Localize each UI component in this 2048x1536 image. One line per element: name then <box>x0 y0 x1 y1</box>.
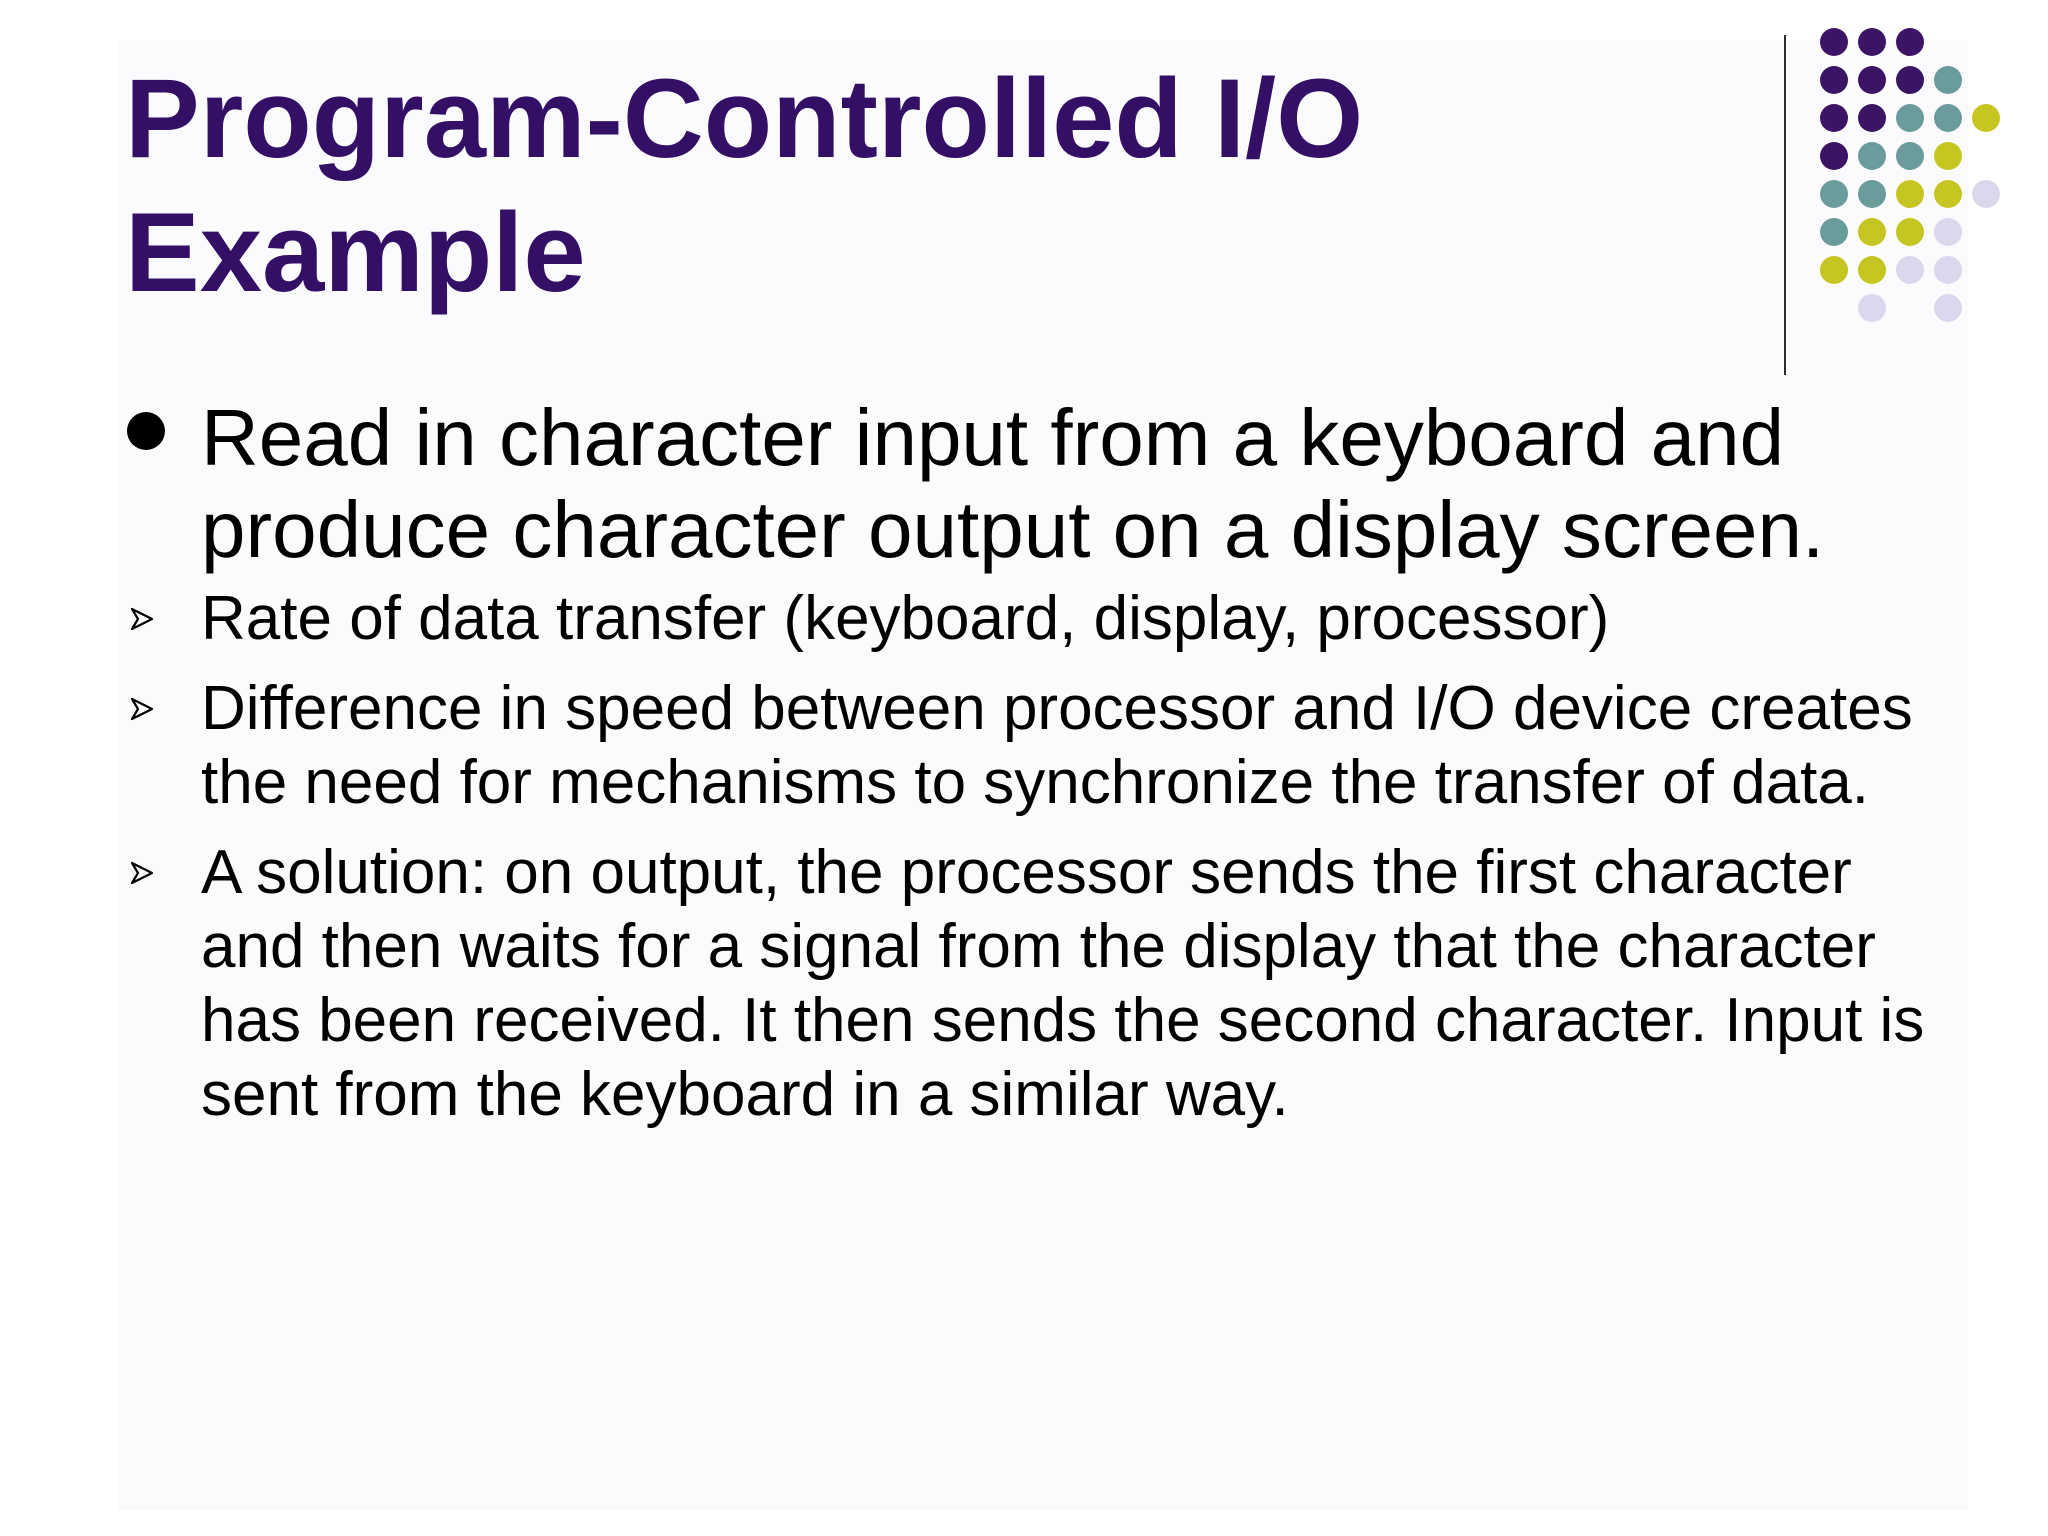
decorative-dot <box>1820 218 1848 246</box>
slide-title-line-2: Example <box>125 190 586 315</box>
decorative-dot <box>1820 256 1848 284</box>
sub-bullet-item-rate <box>125 582 1925 656</box>
arrowhead-bullet-icon <box>129 860 155 886</box>
decorative-dot <box>1934 142 1962 170</box>
sub-bullet-item-solution <box>125 836 1925 1132</box>
decorative-dot <box>1858 256 1886 284</box>
decorative-dot <box>1896 180 1924 208</box>
decorative-dot <box>1896 28 1924 56</box>
decorative-dot <box>1972 104 2000 132</box>
decorative-dot <box>1820 66 1848 94</box>
decorative-dot <box>1896 66 1924 94</box>
sub-bullet-text: Rate of data transfer (keyboard, display, processor) <box>201 584 1610 653</box>
decorative-dot <box>1896 218 1924 246</box>
decorative-dot <box>1896 142 1924 170</box>
decorative-dot <box>1820 28 1848 56</box>
decorative-dot <box>1858 218 1886 246</box>
decorative-dot <box>1934 218 1962 246</box>
bullet-list <box>125 392 1925 1148</box>
bullet-item-main <box>125 392 1925 576</box>
vertical-divider-line <box>1784 35 1786 375</box>
decorative-dot <box>1934 180 1962 208</box>
decorative-dot <box>1896 256 1924 284</box>
slide-title-line-1: Program-Controlled I/O <box>125 56 1364 181</box>
decorative-dot <box>1858 180 1886 208</box>
decorative-dot <box>1858 104 1886 132</box>
decorative-dot <box>1820 142 1848 170</box>
decorative-dot <box>1972 180 2000 208</box>
decorative-dot <box>1934 66 1962 94</box>
decorative-dot <box>1934 256 1962 284</box>
bullet-text: Read in character input from a keyboard and produce character output on a display screen. <box>201 393 1825 574</box>
decorative-dot <box>1820 104 1848 132</box>
decorative-dot-grid <box>1820 28 2020 338</box>
decorative-dot <box>1820 180 1848 208</box>
round-bullet-icon <box>127 412 165 450</box>
decorative-dot <box>1858 294 1886 322</box>
decorative-dot <box>1934 104 1962 132</box>
sub-bullet-text: A solution: on output, the processor sends the first character and then waits for a signal from the display that the character has been received. It then sends the second character. Input is sent from the keyboard in a similar way. <box>201 838 1925 1129</box>
arrowhead-bullet-icon <box>129 696 155 722</box>
decorative-dot <box>1934 294 1962 322</box>
sub-bullet-text: Difference in speed between processor and I/O device creates the need for mechanisms to synchronize the transfer of data. <box>201 674 1913 817</box>
decorative-dot <box>1896 104 1924 132</box>
decorative-dot <box>1858 28 1886 56</box>
slide-title <box>125 52 1725 320</box>
decorative-dot <box>1858 142 1886 170</box>
decorative-dot <box>1858 66 1886 94</box>
arrowhead-bullet-icon <box>129 606 155 632</box>
sub-bullet-item-speed <box>125 672 1925 820</box>
